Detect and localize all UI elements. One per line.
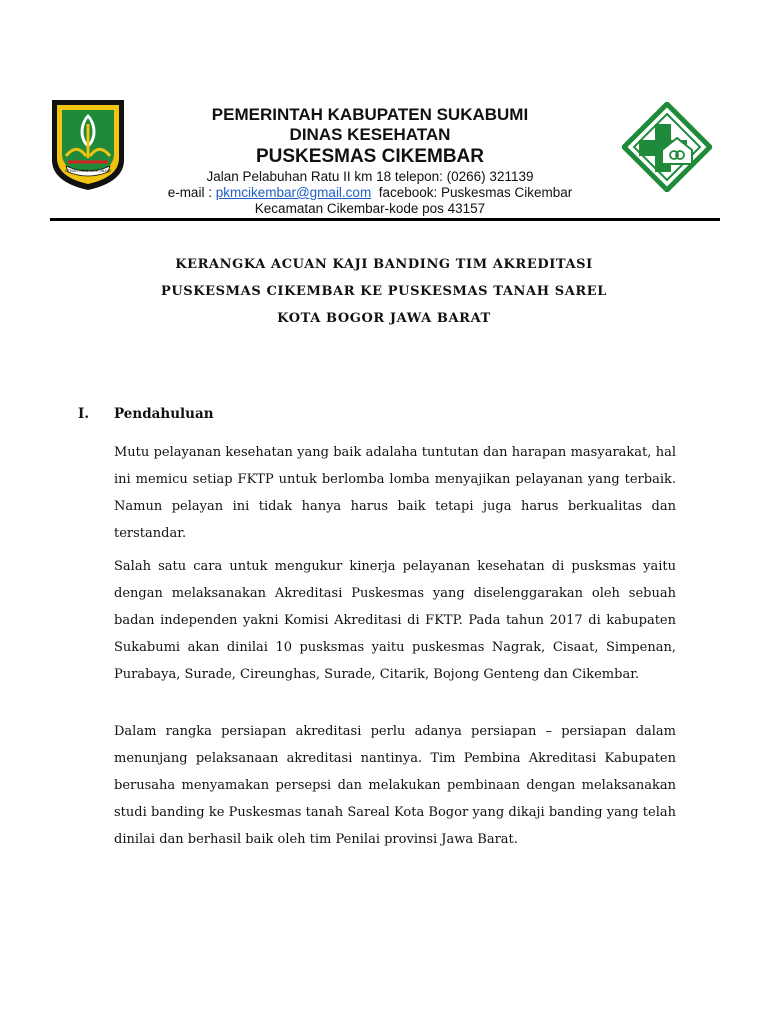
government-name: PEMERINTAH KABUPATEN SUKABUMI bbox=[211, 105, 529, 124]
letterhead bbox=[0, 0, 768, 230]
institution-name: PUSKESMAS CIKEMBAR bbox=[255, 146, 485, 167]
district-postcode-line: Kecamatan Cikembar-kode pos 43157 bbox=[254, 201, 486, 216]
title-line-3: KOTA BOGOR JAWA BARAT bbox=[277, 311, 491, 326]
title-line-2: PUSKESMAS CIKEMBAR KE PUSKESMAS TANAH SAREL bbox=[160, 284, 608, 299]
letterhead-text bbox=[150, 104, 590, 217]
section-title: Pendahuluan bbox=[114, 406, 214, 422]
document-title bbox=[60, 256, 708, 337]
facebook-text: facebook: Puskesmas Cikembar bbox=[378, 185, 573, 200]
puskesmas-logo bbox=[622, 102, 712, 192]
address-line: Jalan Pelabuhan Ratu II km 18 telepon: (0266) 321139 bbox=[206, 169, 534, 184]
letterhead-divider bbox=[50, 218, 720, 221]
department-name: DINAS KESEHATAN bbox=[289, 125, 451, 144]
email-link[interactable]: pkmcikembar@gmail.com bbox=[215, 185, 372, 200]
email-label: e-mail : bbox=[167, 185, 216, 200]
paragraph: Salah satu cara untuk mengukur kinerja pelayanan kesehatan di pusksmas yaitu dengan melaksanakan Akreditasi Puskesmas yang diselenggarakan oleh sebuah badan independen yakni Komisi Akreditasi di FKTP. Pada tahun 2017 di kabupaten Sukabumi akan dinilai 10 pusksmas yaitu puskesmas Nagrak, Cisaat, Simpenan, Purabaya, Surade, Cireunghas, Surade, Citarik, Bojong Genteng dan Cikembar. bbox=[114, 559, 676, 682]
contact-line bbox=[150, 185, 590, 201]
section-number: I. bbox=[78, 406, 90, 422]
sukabumi-regency-crest-logo bbox=[48, 96, 128, 192]
title-line-1: KERANGKA ACUAN KAJI BANDING TIM AKREDITASI bbox=[175, 257, 593, 272]
crest-motto: GEMAH RIPAH LOH JINAWI bbox=[64, 169, 112, 173]
paragraph: Mutu pelayanan kesehatan yang baik adalaha tuntutan dan harapan masyarakat, hal ini memicu setiap FKTP untuk berlomba lomba menyajikan pelayanan yang terbaik. Namun pelayan ini tidak hanya harus baik tetapi juga harus berkualitas dan terstandar. bbox=[114, 445, 676, 541]
section-heading bbox=[78, 406, 214, 422]
paragraph: Dalam rangka persiapan akreditasi perlu adanya persiapan – persiapan dalam menunjang pelaksanaan akreditasi nantinya. Tim Pembina Akreditasi Kabupaten berusaha menyamakan persepsi dan melakukan pembinaan dengan melaksanakan studi banding ke Puskesmas tanah Sareal Kota Bogor yang dikaji banding yang telah dinilai dan berhasil baik oleh tim Penilai provinsi Jawa Barat. bbox=[114, 724, 676, 847]
